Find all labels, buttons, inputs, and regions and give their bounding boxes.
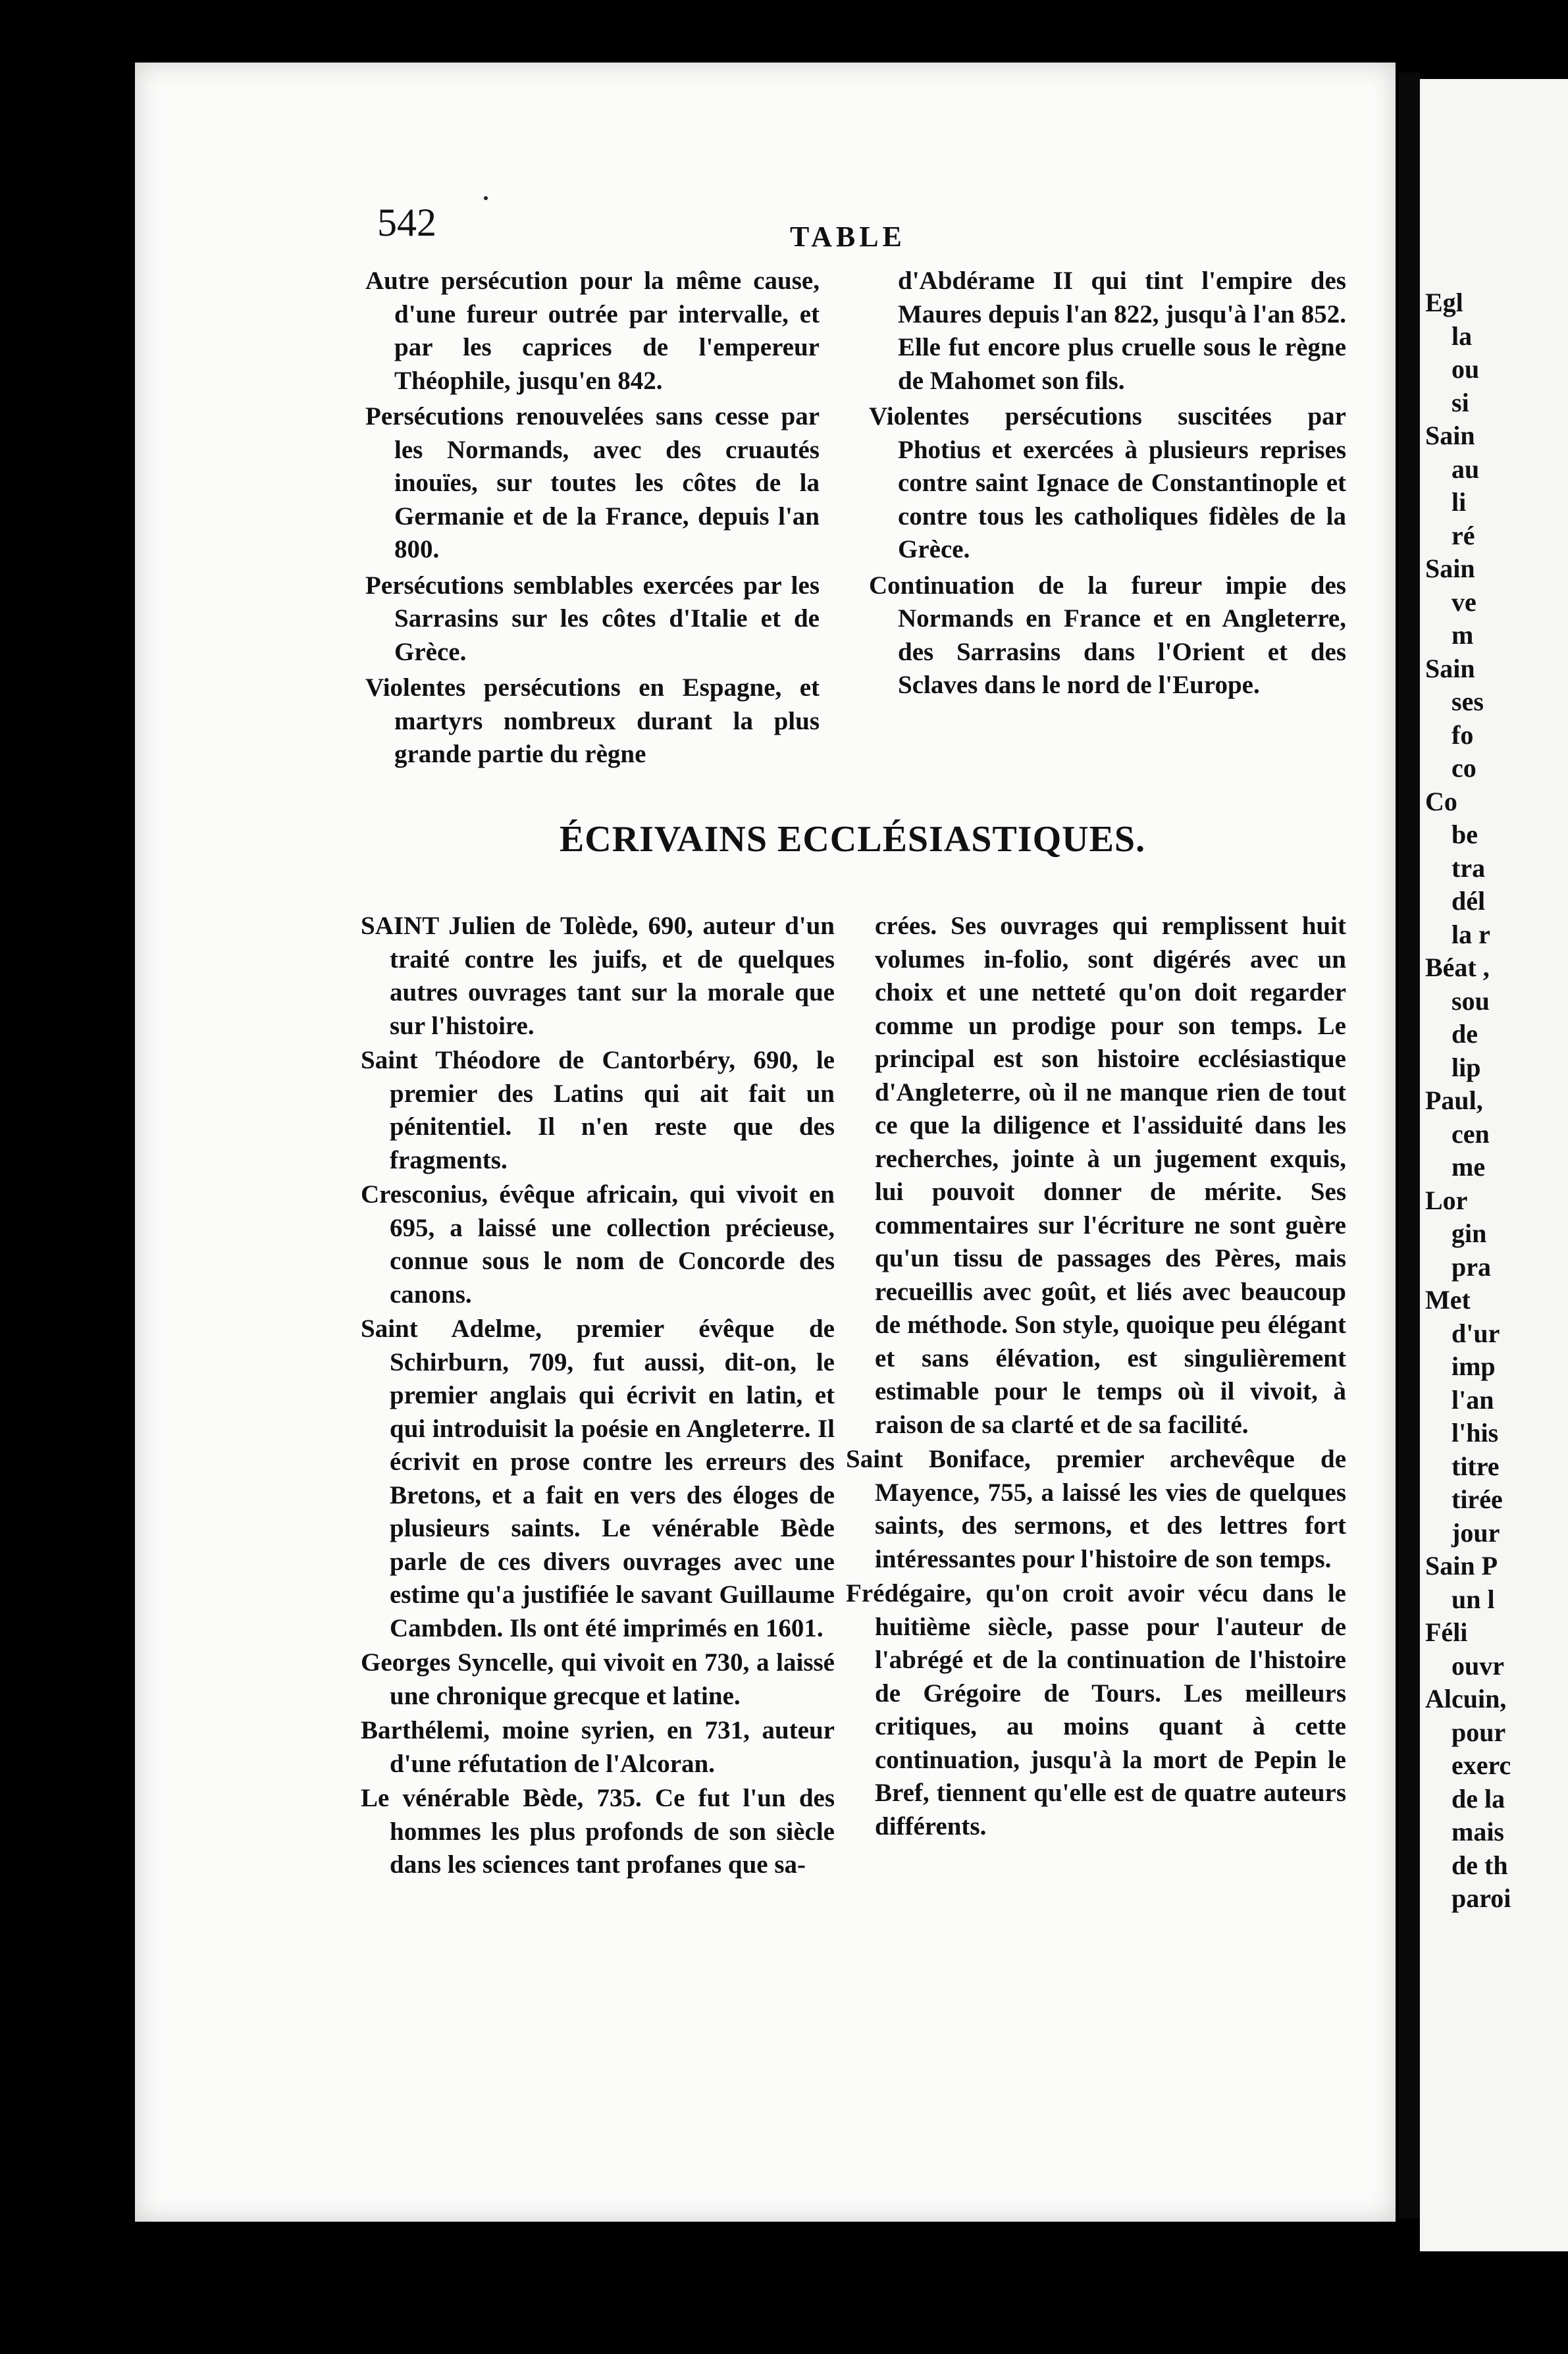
writer-entry: Le vénérable Bède, 735. Ce fut l'un des hommes les plus profonds de son siècle dans les sciences tant profanes que sa- <box>361 1784 835 1879</box>
adjacent-page-fragment: tra <box>1451 852 1486 883</box>
persecution-entry: Persécutions semblables exercées par les Sarrasins sur les côtes d'Italie et de Grèce. <box>365 571 820 666</box>
bottom-right-column <box>846 910 1346 1843</box>
adjacent-page-fragment: Sain <box>1425 653 1475 683</box>
writer-entry-continued: crées. Ses ouvrages qui remplissent huit volumes in-folio, sont digérés avec un choix et une netteté qu'on doit regarder comme un prodige pour son temps. Le principal est son histoire ecclésiastique d'Angleterre, où il ne manque rien de tout ce que la diligence et l'assiduité dans les recherches, jointe à un jugement exquis, lui pouvoit donner de mérite. Ses commentaires sur l'écriture ne sont guère qu'un tissu de passages des Pères, mais recueillis avec goût, et liés avec beaucoup de méthode. Son style, quoique peu élégant et sans élévation, est singulièrement estimable pour le temps où il vivoit, à raison de sa clarté et de sa facilité. <box>875 912 1346 1439</box>
adjacent-page-fragment: sou <box>1451 985 1490 1016</box>
adjacent-page-fragment: me <box>1451 1152 1486 1182</box>
adjacent-page-fragment: co <box>1451 753 1477 783</box>
adjacent-page-fragment: la <box>1451 321 1473 351</box>
adjacent-page-fragment: Met <box>1425 1285 1471 1315</box>
adjacent-page-fragment: de <box>1451 1019 1478 1049</box>
persecution-entry: Violentes persécutions en Espagne, et martyrs nombreux durant la plus grande partie du règne <box>365 673 820 768</box>
adjacent-page-fragment: Lor <box>1425 1185 1468 1215</box>
adjacent-page-fragment: titre <box>1451 1451 1500 1481</box>
adjacent-page-fragment: l'an <box>1451 1384 1494 1415</box>
adjacent-page-fragment: un l <box>1451 1584 1495 1614</box>
adjacent-page-fragment: la r <box>1451 919 1490 949</box>
ink-speck <box>484 196 488 200</box>
section-heading: ÉCRIVAINS ECCLÉSIASTIQUES. <box>559 819 1146 860</box>
adjacent-page-fragment: Alcuin, <box>1425 1684 1507 1713</box>
adjacent-page-fragment: Egl <box>1425 288 1463 317</box>
adjacent-page-fragment: ouvr <box>1451 1650 1504 1681</box>
persecution-entry: Violentes persécutions suscitées par Photius et exercées à plusieurs reprises contre saint Ignace de Constantinople et contre tous les catholiques fidèles de la Grèce. <box>869 402 1346 563</box>
adjacent-page-fragment: li <box>1451 487 1467 517</box>
adjacent-page-fragment: si <box>1451 387 1469 417</box>
adjacent-page-fragment: dél <box>1451 886 1486 916</box>
adjacent-page-fragment: exerc <box>1451 1750 1511 1780</box>
adjacent-page-fragment: Paul, <box>1425 1085 1483 1115</box>
adjacent-page-fragment: imp <box>1451 1351 1496 1381</box>
book-gutter <box>1399 72 1420 2218</box>
adjacent-page-fragment: de th <box>1451 1850 1508 1880</box>
adjacent-page-fragment: Sain <box>1425 421 1475 450</box>
adjacent-page-fragment: Sain P <box>1425 1551 1498 1581</box>
adjacent-page-fragment: jour <box>1451 1517 1500 1548</box>
adjacent-page-fragment: Co <box>1425 786 1457 816</box>
adjacent-page-fragment: be <box>1451 820 1478 849</box>
adjacent-page-fragment: fo <box>1451 719 1474 750</box>
adjacent-page-fragment: mais <box>1451 1817 1504 1846</box>
adjacent-page-fragment: au <box>1451 454 1480 484</box>
top-right-column <box>869 265 1346 702</box>
adjacent-page-fragment: pour <box>1451 1717 1506 1747</box>
writer-entry: Barthélemi, moine syrien, en 731, auteur d'une réfutation de l'Alcoran. <box>361 1716 835 1778</box>
adjacent-page-fragment: lip <box>1451 1052 1481 1082</box>
page-number: 542 <box>377 201 436 244</box>
adjacent-page-edge <box>1420 79 1568 2251</box>
adjacent-page-fragment: tirée <box>1451 1484 1503 1514</box>
writer-entry: SAINT Julien de Tolède, 690, auteur d'un traité contre les juifs, et de quelques autres ouvrages tant sur la morale que sur l'histoire. <box>361 912 835 1040</box>
writer-entry: Cresconius, évêque africain, qui vivoit en 695, a laissé une collection précieuse, connue sous le nom de Concorde des canons. <box>361 1180 835 1309</box>
adjacent-page-fragment: Béat , <box>1425 953 1490 982</box>
writer-entry: Frédégaire, qu'on croit avoir vécu dans le huitième siècle, passe pour l'auteur de l'abrégé et de la continuation de l'histoire de Grégoire de Tours. Les meilleurs critiques, au moins quant à cette continuation, jusqu'à la mort de Pepin le Bref, tiennent qu'elle est de quatre auteurs différents. <box>846 1579 1346 1841</box>
writer-entry: Saint Théodore de Cantorbéry, 690, le premier des Latins qui ait fait un pénitentiel. Il n'en reste que des fragments. <box>361 1046 835 1174</box>
persecution-entry: Persécutions renouvelées sans cesse par les Normands, avec des cruautés inouïes, sur toutes les côtes de la Germanie et de la France, depuis l'an 800. <box>365 402 820 563</box>
adjacent-page-fragment: Féli <box>1425 1617 1468 1647</box>
writer-entry: Saint Boniface, premier archevêque de Mayence, 755, a laissé les vies de quelques saints, des sermons, et des lettres fort intéressantes pour l'histoire de son temps. <box>846 1445 1346 1573</box>
adjacent-page-fragment: ses <box>1451 687 1484 716</box>
top-left-column <box>365 265 820 772</box>
writer-entry: Saint Adelme, premier évêque de Schirburn, 709, fut aussi, dit-on, le premier anglais qui écrivit en latin, et qui introduisit la poésie en Angleterre. Il écrivit en prose contre les erreurs des Bretons, et a fait en vers des éloges de plusieurs saints. Le vénérable Bède parle de ces divers ouvrages avec une estime qu'a justifiée le savant Guillaume Cambden. Ils ont été imprimés en 1601. <box>361 1315 835 1642</box>
bottom-left-column <box>361 910 835 1882</box>
adjacent-page-fragment: ré <box>1451 520 1475 550</box>
persecution-entry: Continuation de la fureur impie des Normands en France et en Angleterre, des Sarrasins dans l'Orient et des Sclaves dans le nord de l'Europe. <box>869 571 1346 699</box>
adjacent-page-fragment: l'his <box>1451 1418 1499 1448</box>
adjacent-page-fragment: d'ur <box>1451 1318 1500 1348</box>
writer-entry: Georges Syncelle, qui vivoit en 730, a laissé une chronique grecque et latine. <box>361 1648 835 1710</box>
adjacent-page-fragment: ou <box>1451 354 1480 384</box>
persecution-entry: Autre persécution pour la même cause, d'une fureur outrée par intervalle, et par les caprices de l'empereur Théophile, jusqu'en 842. <box>365 267 820 395</box>
adjacent-page-fragment: cen <box>1451 1118 1490 1149</box>
adjacent-page-fragment: m <box>1451 620 1474 650</box>
persecution-entry-continued: d'Abdérame II qui tint l'empire des Maures depuis l'an 822, jusqu'à l'an 852. Elle fut encore plus cruelle sous le règne de Mahomet son fils. <box>898 267 1346 395</box>
adjacent-page-fragment: de la <box>1451 1783 1505 1814</box>
running-title: TABLE <box>790 221 906 253</box>
adjacent-page-fragment: paroi <box>1451 1883 1511 1913</box>
adjacent-page-fragment: ve <box>1451 587 1477 617</box>
adjacent-page-fragment: gin <box>1451 1218 1487 1248</box>
adjacent-page-fragment: pra <box>1451 1251 1491 1282</box>
adjacent-page-fragment: Sain <box>1425 554 1475 583</box>
